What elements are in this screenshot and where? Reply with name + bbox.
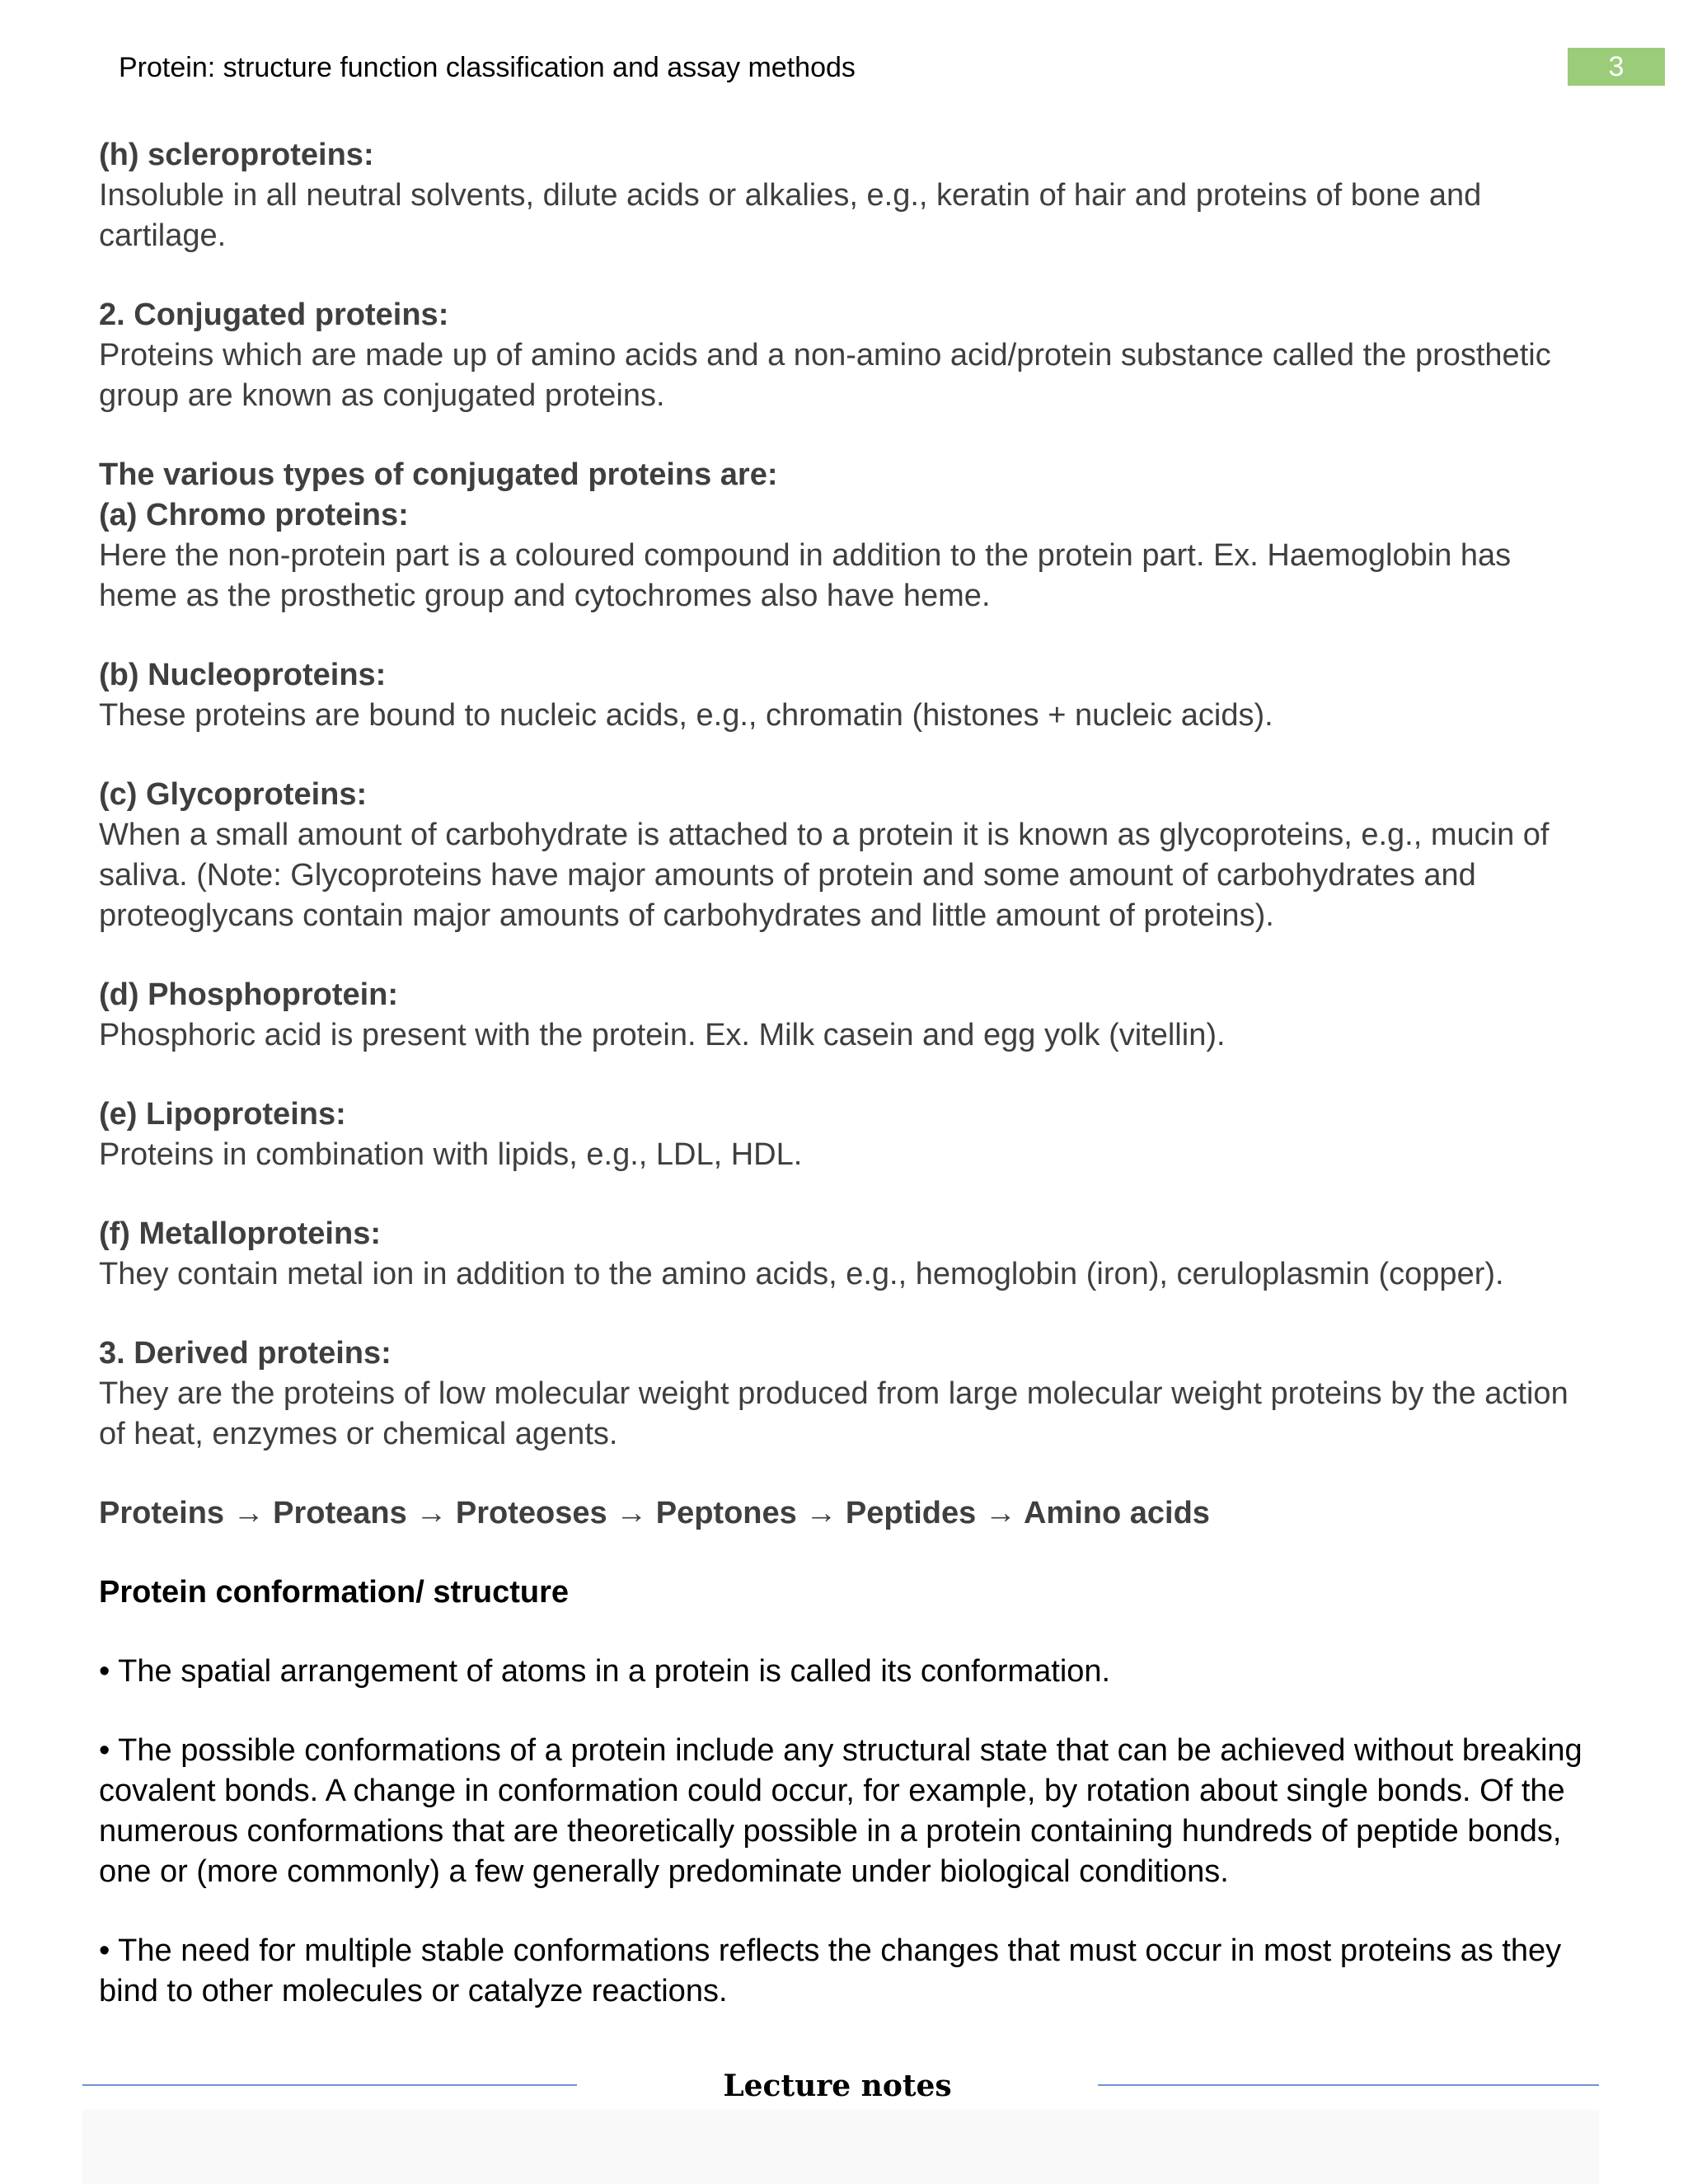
section-nucleoproteins: [99, 655, 1591, 736]
section-sequence: [99, 1493, 1591, 1534]
section-heading: (h) scleroproteins:: [99, 138, 374, 172]
section-heading: (c) Glycoproteins:: [99, 777, 368, 812]
section-heading: (d) Phosphoprotein:: [99, 977, 399, 1012]
section-conformation-heading: [99, 1572, 1591, 1613]
bullet-text: • The possible conformations of a protein include any structural state that can be achieved without breaking covalent bonds. A change in conformation could occur, for example, by rotation about single bonds. Of the numerous conformations that are theoretically possible in a protein containing hundreds of peptide bonds, one or (more commonly) a few generally predominate under biological conditions.: [99, 1733, 1582, 1889]
section-scleroproteins: [99, 135, 1591, 256]
section-conjugated-proteins: [99, 295, 1591, 416]
bullet-item: [99, 1652, 1591, 1692]
footer-divider-right: [1098, 2084, 1599, 2086]
section-heading: (f) Metalloproteins:: [99, 1216, 381, 1251]
section-heading: (e) Lipoproteins:: [99, 1097, 346, 1132]
section-text: These proteins are bound to nucleic acids, e.g., chromatin (histones + nucleic acids).: [99, 698, 1273, 733]
footer-divider-left: [82, 2084, 577, 2086]
page-number-badge: 3: [1568, 48, 1665, 86]
section-heading: (b) Nucleoproteins:: [99, 658, 387, 692]
types-heading: The various types of conjugated proteins are:: [99, 457, 778, 492]
section-text: Proteins which are made up of amino acids and a non-amino acid/protein substance called the prosthetic group are known as conjugated proteins.: [99, 338, 1551, 413]
section-text: Insoluble in all neutral solvents, dilute acids or alkalies, e.g., keratin of hair and proteins of bone and cartilage.: [99, 178, 1482, 253]
derivation-sequence: Proteins → Proteans → Proteoses → Peptones → Peptides → Amino acids: [99, 1496, 1210, 1530]
footer-text: Lecture notes: [723, 2069, 952, 2103]
section-glycoproteins: [99, 775, 1591, 936]
page-footer: [82, 2064, 1599, 2108]
section-phosphoprotein: [99, 975, 1591, 1056]
section-lipoproteins: [99, 1094, 1591, 1175]
section-text: Proteins in combination with lipids, e.g., LDL, HDL.: [99, 1137, 803, 1172]
section-text: When a small amount of carbohydrate is attached to a protein it is known as glycoproteins, e.g., mucin of saliva. (Note: Glycoproteins have major amounts of protein and some amount of carbohydrates and proteoglycans contain major amounts of carbohydrates and little amount of proteins).: [99, 818, 1550, 933]
section-derived-proteins: [99, 1333, 1591, 1455]
section-text: They are the proteins of low molecular weight produced from large molecular weight proteins by the action of heat, enzymes or chemical agents.: [99, 1376, 1568, 1451]
section-chromo-proteins: [99, 455, 1591, 616]
bullet-text: • The spatial arrangement of atoms in a protein is called its conformation.: [99, 1654, 1111, 1689]
page-header-title: Protein: structure function classification and assay methods: [119, 52, 856, 83]
section-heading: 3. Derived proteins:: [99, 1336, 392, 1371]
section-text: Here the non-protein part is a coloured compound in addition to the protein part. Ex. Haemoglobin has heme as the prosthetic group and cytochromes also have heme.: [99, 538, 1512, 613]
bullet-item: [99, 1931, 1591, 2012]
bullet-text: • The need for multiple stable conformations reflects the changes that must occur in most proteins as they bind to other molecules or catalyze reactions.: [99, 1933, 1562, 2008]
conformation-heading: Protein conformation/ structure: [99, 1575, 570, 1610]
document-body: [99, 135, 1591, 2050]
section-heading: 2. Conjugated proteins:: [99, 298, 449, 332]
section-text: Phosphoric acid is present with the protein. Ex. Milk casein and egg yolk (vitellin).: [99, 1018, 1226, 1052]
section-metalloproteins: [99, 1214, 1591, 1295]
footer-band: [82, 2110, 1599, 2184]
section-heading: (a) Chromo proteins:: [99, 498, 409, 532]
section-text: They contain metal ion in addition to the amino acids, e.g., hemoglobin (iron), ceruloplasmin (copper).: [99, 1257, 1504, 1291]
bullet-item: [99, 1731, 1591, 1892]
